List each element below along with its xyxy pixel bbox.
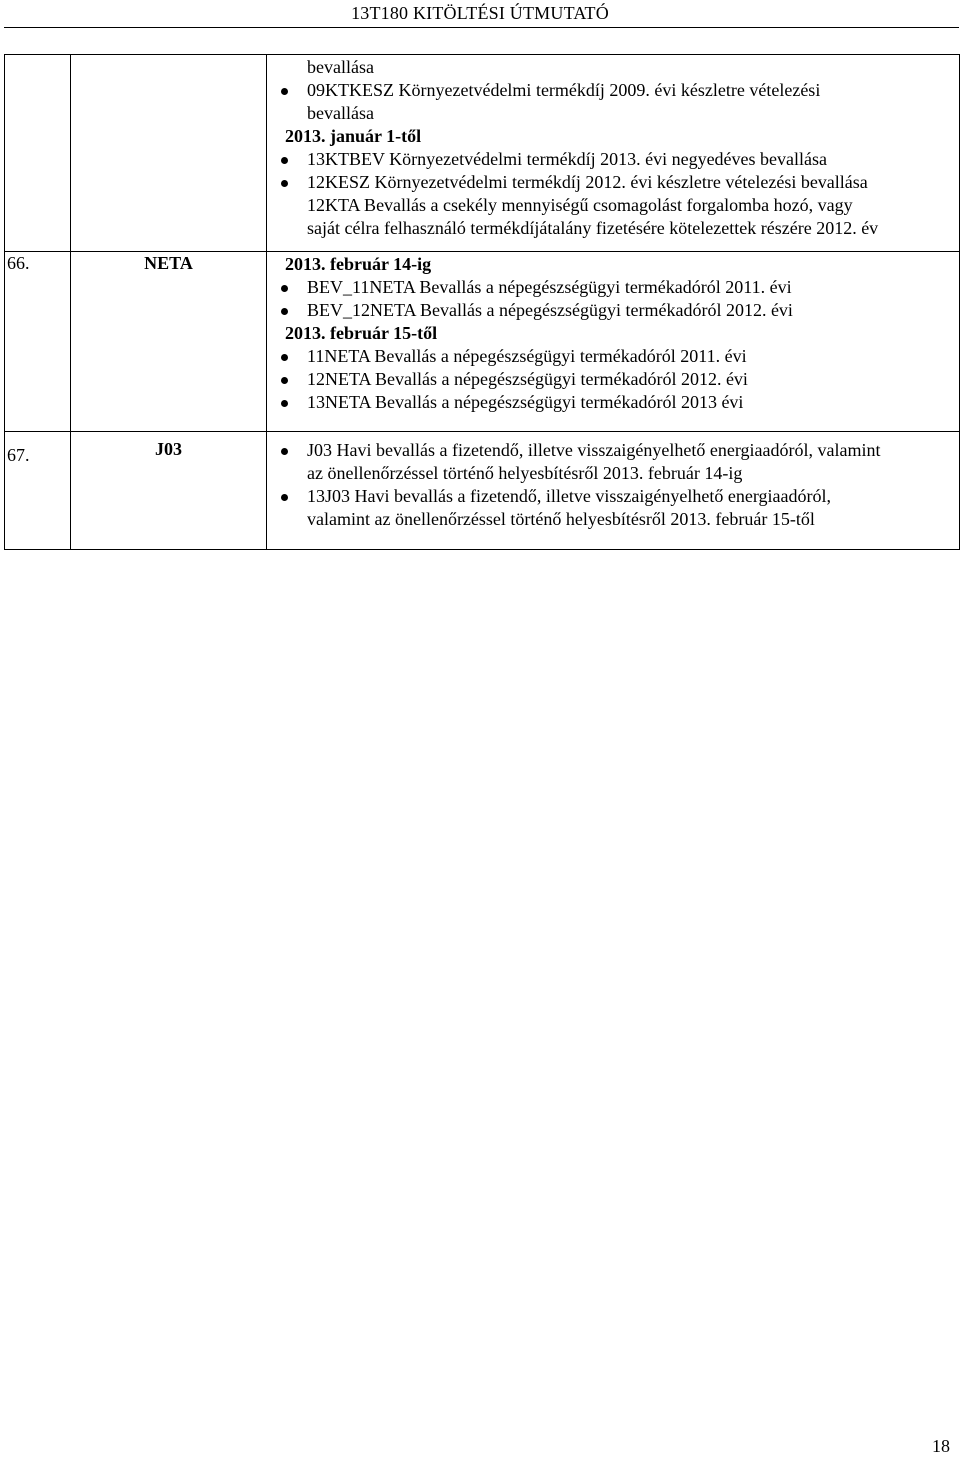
- bullet-icon: [281, 400, 288, 407]
- date-heading: 2013. február 14-ig: [285, 254, 432, 274]
- continuation-line: az önellenőrzéssel történő helyesbítésről 2013. február 14-ig: [307, 463, 743, 483]
- bullet-icon: [281, 377, 288, 384]
- row-number-cell: [5, 55, 71, 252]
- form-code: NETA: [144, 253, 193, 273]
- bullet-icon: [281, 88, 288, 95]
- date-heading: 2013. február 15-től: [285, 323, 438, 343]
- row-number-cell: [5, 252, 71, 432]
- row-number: 66.: [7, 253, 30, 273]
- description-cell: [267, 252, 960, 432]
- bullet-text: J03 Havi bevallás a fizetendő, illetve visszaigényelhető energiaadóról, valamint: [307, 440, 881, 460]
- table-row: [5, 252, 960, 432]
- bullet-item: [307, 299, 955, 322]
- continuation-line: saját célra felhasználó termékdíjátalány fizetésére kötelezettek részére 2012. év: [307, 218, 879, 238]
- bullet-text: 13KTBEV Környezetvédelmi termékdíj 2013. évi negyedéves bevallása: [307, 149, 828, 169]
- form-code-cell: [71, 432, 267, 550]
- bullet-item: [307, 171, 955, 194]
- bullet-text: 12NETA Bevallás a népegészségügyi termékadóról 2012. évi: [307, 369, 748, 389]
- page-number: 18: [932, 1436, 950, 1456]
- header-rule: [4, 27, 959, 28]
- row-number-cell: [5, 432, 71, 550]
- bullet-item: [307, 391, 955, 414]
- bullet-text: 13J03 Havi bevallás a fizetendő, illetve visszaigényelhető energiaadóról,: [307, 486, 831, 506]
- bullet-icon: [281, 285, 288, 292]
- bullet-icon: [281, 494, 288, 501]
- bullet-item: [307, 148, 955, 171]
- form-list-table: [4, 54, 960, 550]
- bullet-text: BEV_12NETA Bevallás a népegészségügyi termékadóról 2012. évi: [307, 300, 793, 320]
- bullet-icon: [281, 354, 288, 361]
- bullet-icon: [281, 157, 288, 164]
- bullet-item: [307, 276, 955, 299]
- table-row: [5, 55, 960, 252]
- bullet-text: 11NETA Bevallás a népegészségügyi termékadóról 2011. évi: [307, 346, 747, 366]
- bullet-item: [307, 368, 955, 391]
- bullet-item: [307, 345, 955, 368]
- row-number: 67.: [7, 445, 30, 465]
- form-code: J03: [155, 439, 182, 459]
- bullet-icon: [281, 180, 288, 187]
- bullet-item: [307, 439, 955, 462]
- form-code-cell: [71, 55, 267, 252]
- bullet-text: 09KTKESZ Környezetvédelmi termékdíj 2009. évi készletre vételezési: [307, 80, 821, 100]
- continuation-line: 12KTA Bevallás a csekély mennyiségű csomagolást forgalomba hozó, vagy: [307, 195, 853, 215]
- continuation-line: bevallása: [307, 57, 374, 77]
- date-heading: 2013. január 1-től: [285, 126, 422, 146]
- form-code-cell: [71, 252, 267, 432]
- bullet-text: 13NETA Bevallás a népegészségügyi termékadóról 2013 évi: [307, 392, 744, 412]
- bullet-text: 12KESZ Környezetvédelmi termékdíj 2012. évi készletre vételezési bevallása: [307, 172, 868, 192]
- bullet-icon: [281, 448, 288, 455]
- continuation-line: valamint az önellenőrzéssel történő helyesbítésről 2013. február 15-től: [307, 509, 815, 529]
- description-cell: [267, 432, 960, 550]
- running-header: 13T180 KITÖLTÉSI ÚTMUTATÓ: [351, 3, 609, 23]
- table-row: [5, 432, 960, 550]
- description-cell: [267, 55, 960, 252]
- bullet-item: [307, 79, 955, 102]
- continuation-line: bevallása: [307, 103, 374, 123]
- bullet-item: [307, 485, 955, 508]
- bullet-text: BEV_11NETA Bevallás a népegészségügyi termékadóról 2011. évi: [307, 277, 792, 297]
- bullet-icon: [281, 308, 288, 315]
